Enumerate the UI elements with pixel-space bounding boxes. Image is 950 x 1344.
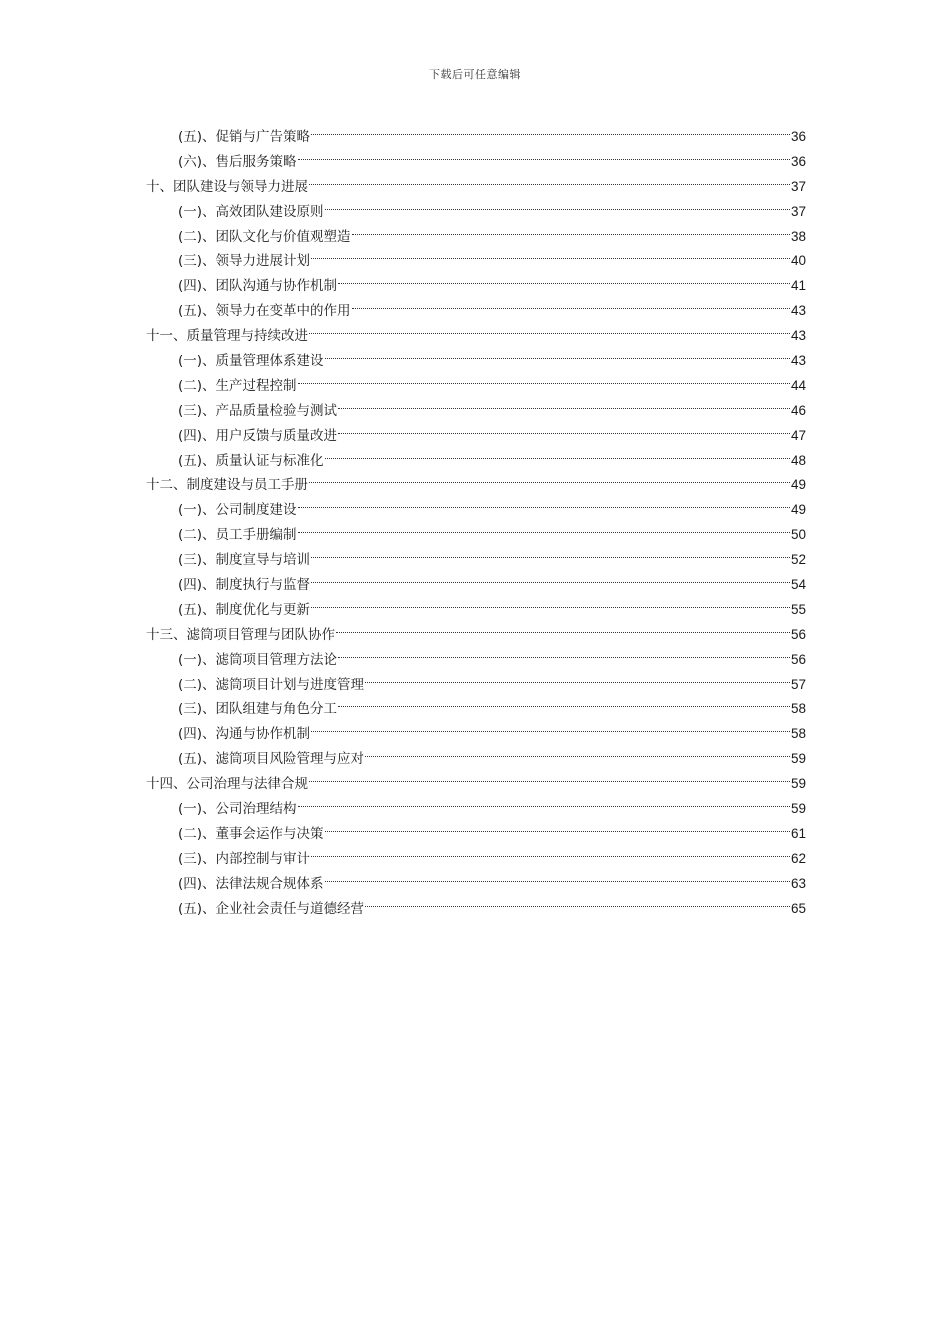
toc-dot-leader (298, 532, 790, 533)
toc-section-entry[interactable] (146, 150, 806, 175)
toc-section-entry[interactable] (146, 349, 806, 374)
toc-entry-title: (二)、员工手册编制 (178, 527, 297, 544)
toc-entry-title: (三)、产品质量检验与测试 (178, 402, 338, 419)
toc-page-number: 43 (790, 303, 806, 319)
toc-entry-title: 十二、制度建设与员工手册 (146, 477, 308, 494)
toc-page-number: 49 (790, 477, 806, 493)
toc-page-number: 49 (790, 502, 806, 518)
toc-page-number: 57 (790, 676, 806, 692)
toc-dot-leader (298, 159, 790, 160)
toc-section-entry[interactable] (146, 249, 806, 274)
toc-page-number: 59 (790, 751, 806, 767)
toc-dot-leader (365, 682, 790, 683)
toc-page-number: 59 (790, 801, 806, 817)
toc-dot-leader (311, 258, 790, 259)
toc-section-entry[interactable] (146, 872, 806, 897)
toc-section-entry[interactable] (146, 374, 806, 399)
toc-page-number: 36 (790, 129, 806, 144)
toc-section-entry[interactable] (146, 125, 806, 150)
toc-dot-leader (338, 706, 790, 707)
toc-dot-leader (365, 906, 790, 907)
toc-entry-title: (三)、团队组建与角色分工 (178, 701, 338, 718)
toc-entry-title: (五)、滤筒项目风险管理与应对 (178, 751, 365, 768)
toc-section-entry[interactable] (146, 523, 806, 548)
toc-section-entry[interactable] (146, 573, 806, 598)
toc-entry-title: 十一、质量管理与持续改进 (146, 328, 308, 345)
toc-page-number: 58 (790, 701, 806, 717)
toc-chapter-entry[interactable] (146, 324, 806, 349)
toc-page-number: 38 (790, 228, 806, 244)
toc-section-entry[interactable] (146, 747, 806, 772)
toc-section-entry[interactable] (146, 797, 806, 822)
toc-dot-leader (325, 831, 790, 832)
toc-entry-title: (四)、用户反馈与质量改进 (178, 427, 338, 444)
toc-page-number: 62 (790, 850, 806, 866)
toc-entry-title: (二)、董事会运作与决策 (178, 825, 324, 842)
toc-dot-leader (298, 507, 790, 508)
toc-dot-leader (309, 482, 790, 483)
toc-entry-title: (一)、公司治理结构 (178, 801, 297, 818)
toc-entry-title: (二)、生产过程控制 (178, 377, 297, 394)
toc-page-number: 58 (790, 726, 806, 742)
toc-section-entry[interactable] (146, 697, 806, 722)
toc-dot-leader (325, 209, 790, 210)
toc-page-number: 54 (790, 577, 806, 593)
toc-page-number: 37 (790, 203, 806, 219)
toc-dot-leader (311, 731, 790, 732)
toc-section-entry[interactable] (146, 548, 806, 573)
toc-dot-leader (325, 358, 790, 359)
toc-entry-title: (四)、沟通与协作机制 (178, 726, 311, 743)
toc-entry-title: (一)、质量管理体系建设 (178, 353, 324, 370)
toc-entry-title: (四)、制度执行与监督 (178, 577, 311, 594)
toc-page-number: 56 (790, 626, 806, 642)
toc-section-entry[interactable] (146, 299, 806, 324)
toc-dot-leader (309, 333, 790, 334)
toc-chapter-entry[interactable] (146, 473, 806, 498)
toc-dot-leader (309, 781, 790, 782)
toc-page-number: 52 (790, 552, 806, 568)
toc-entry-title: (五)、企业社会责任与道德经营 (178, 900, 365, 917)
table-of-contents (146, 125, 806, 922)
toc-entry-title: (五)、质量认证与标准化 (178, 452, 324, 469)
toc-section-entry[interactable] (146, 200, 806, 225)
toc-page-number: 48 (790, 452, 806, 468)
toc-dot-leader (365, 756, 790, 757)
toc-dot-leader (311, 557, 790, 558)
toc-page-number: 56 (790, 651, 806, 667)
toc-section-entry[interactable] (146, 225, 806, 250)
toc-section-entry[interactable] (146, 598, 806, 623)
toc-entry-title: (四)、法律法规合规体系 (178, 875, 324, 892)
toc-dot-leader (325, 458, 790, 459)
toc-dot-leader (311, 582, 790, 583)
toc-dot-leader (298, 806, 790, 807)
toc-dot-leader (338, 408, 790, 409)
toc-dot-leader (309, 184, 790, 185)
toc-chapter-entry[interactable] (146, 772, 806, 797)
toc-page-number: 37 (790, 178, 806, 194)
toc-section-entry[interactable] (146, 822, 806, 847)
toc-page-number: 36 (790, 153, 806, 169)
toc-entry-title: (一)、公司制度建设 (178, 502, 297, 519)
toc-entry-title: (五)、促销与广告策略 (178, 129, 311, 145)
toc-entry-title: (二)、团队文化与价值观塑造 (178, 228, 351, 245)
toc-page-number: 44 (790, 377, 806, 393)
toc-section-entry[interactable] (146, 897, 806, 922)
toc-section-entry[interactable] (146, 498, 806, 523)
toc-section-entry[interactable] (146, 424, 806, 449)
toc-page-number: 65 (790, 900, 806, 916)
toc-dot-leader (352, 308, 790, 309)
toc-entry-title: (六)、售后服务策略 (178, 153, 297, 170)
toc-dot-leader (325, 881, 790, 882)
toc-section-entry[interactable] (146, 449, 806, 474)
toc-entry-title: 十四、公司治理与法律合规 (146, 776, 308, 793)
toc-dot-leader (311, 607, 790, 608)
toc-dot-leader (352, 234, 790, 235)
toc-chapter-entry[interactable] (146, 175, 806, 200)
toc-section-entry[interactable] (146, 274, 806, 299)
toc-page-number: 61 (790, 825, 806, 841)
toc-entry-title: 十、团队建设与领导力进展 (146, 178, 308, 195)
toc-entry-title: (三)、领导力进展计划 (178, 253, 311, 270)
toc-section-entry[interactable] (146, 673, 806, 698)
toc-dot-leader (338, 433, 790, 434)
toc-page-number: 47 (790, 427, 806, 443)
toc-dot-leader (311, 134, 790, 135)
toc-page-number: 43 (790, 353, 806, 369)
toc-entry-title: (一)、高效团队建设原则 (178, 203, 324, 220)
toc-entry-title: (二)、滤筒项目计划与进度管理 (178, 676, 365, 693)
toc-page-number: 43 (790, 328, 806, 344)
toc-entry-title: (四)、团队沟通与协作机制 (178, 278, 338, 295)
toc-section-entry[interactable] (146, 847, 806, 872)
toc-section-entry[interactable] (146, 648, 806, 673)
page-header: 下载后可任意编辑 (429, 68, 521, 81)
toc-entry-title: (五)、领导力在变革中的作用 (178, 303, 351, 320)
toc-page-number: 63 (790, 875, 806, 891)
toc-page-number: 55 (790, 601, 806, 617)
toc-page-number: 59 (790, 776, 806, 792)
toc-page-number: 41 (790, 278, 806, 294)
toc-dot-leader (338, 657, 790, 658)
toc-section-entry[interactable] (146, 722, 806, 747)
toc-dot-leader (336, 632, 790, 633)
toc-section-entry[interactable] (146, 399, 806, 424)
toc-chapter-entry[interactable] (146, 623, 806, 648)
toc-page-number: 40 (790, 253, 806, 269)
toc-entry-title: (三)、制度宣导与培训 (178, 552, 311, 569)
toc-entry-title: (三)、内部控制与审计 (178, 850, 311, 867)
toc-dot-leader (311, 856, 790, 857)
toc-entry-title: (一)、滤筒项目管理方法论 (178, 651, 338, 668)
toc-dot-leader (298, 383, 790, 384)
toc-dot-leader (338, 283, 790, 284)
toc-entry-title: 十三、滤筒项目管理与团队协作 (146, 626, 335, 643)
toc-entry-title: (五)、制度优化与更新 (178, 601, 311, 618)
toc-page-number: 50 (790, 527, 806, 543)
toc-page-number: 46 (790, 402, 806, 418)
